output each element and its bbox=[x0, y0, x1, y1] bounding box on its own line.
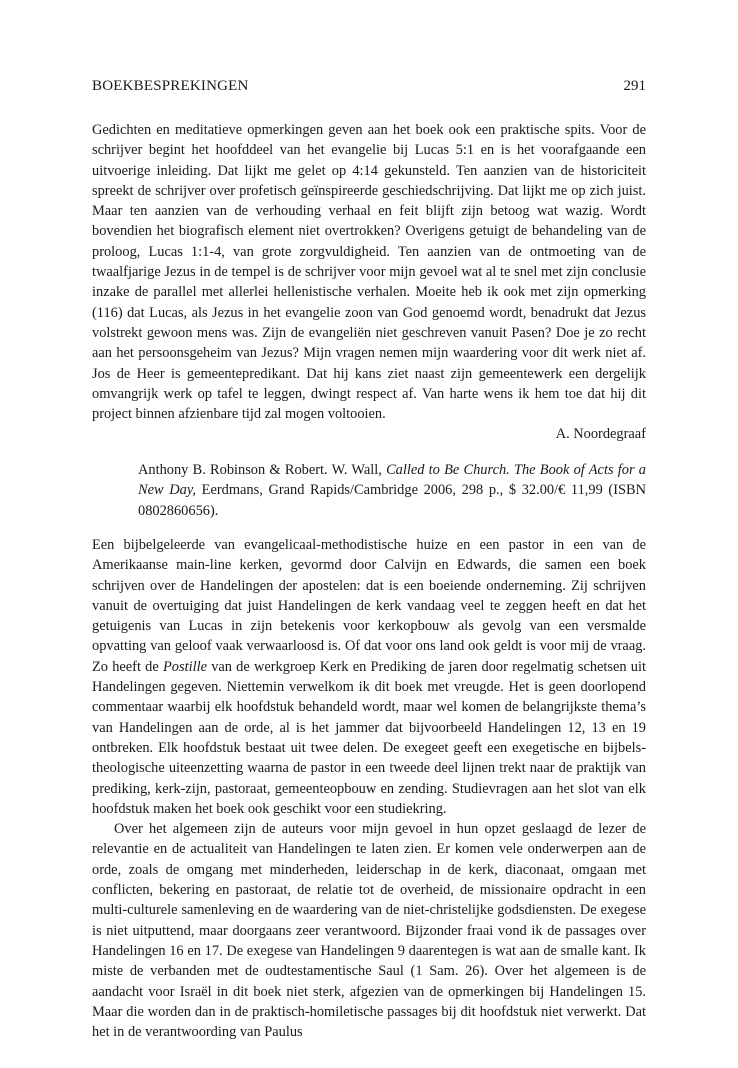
page-number: 291 bbox=[623, 78, 646, 94]
review-2-paragraph-1-part-b: van de werkgroep Kerk en Prediking de jaren door regelmatig schetsen uit Handelingen gegeven. Niettemin verwelkom ik dit boek met vreugde. Het is geen doorlopend commentaar waarbij elk hoofdstuk behandeld wordt, maar wel komen de belangrijkste thema’s van Handelingen aan de orde, al is het jammer dat bijvoorbeeld Handelingen 12, 13 en 19 ontbreken. Elk hoofdstuk bestaat uit twee delen. De exegeet geeft een exegetische en bijbels-theologische uiteenzetting waarna de pastor in een tweede deel lijnen trekt naar de praktijk van prediking, kerk-zijn, pastoraat, gemeenteopbouw en zending. Studievragen aan het slot van elk hoofdstuk maken het boek ook geschikt voor een studiekring. bbox=[92, 658, 647, 817]
review-2-paragraph-2: Over het algemeen zijn de auteurs voor mijn gevoel in hun opzet geslaagd de lezer de relevantie en de actualiteit van Handelingen te laten zien. Er komen vele onderwerpen aan de orde, zoals de omgang met minderheden, leiderschap in de kerk, diaconaat, omgaan met conflicten, bekering en pastoraat, de relatie tot de overheid, de missionaire opdracht in een multi-culturele samenleving en de waardering van de niet-christelijke godsdiensten. De exegese is niet uitputtend, maar doorgaans zeer verantwoord. Bijzonder fraai vond ik de passages over Handelingen 16 en 17. De exegese van Handelingen 9 daarentegen is wat aan de smalle kant. Ik miste de verbanden met de oudtestamentische Saul (1 Sam. 26). Over het algemeen is de aandacht voor Israël in dit boek niet sterk, afgezien van de opmerkingen bij Handelingen 15. Maar die worden dan in de praktisch-homiletische passages bij dit hoofdstuk niet verwerkt. Dat het in de verantwoording van Paulus bbox=[92, 821, 646, 1041]
citation-text bbox=[138, 460, 646, 521]
citation-title: Called to Be Church. The Book of Acts for a New Day, bbox=[138, 462, 646, 499]
review-2 bbox=[92, 535, 646, 1042]
review-2-paragraph-1-part-a: Een bijbelgeleerde van evangelicaal-methodistische huize en een pastor in een van de Amerikaanse main-line kerken, gevormd door Calvijn en Edwards, die samen een boek schrijven over de Handelingen der apostelen: dat is een boeiende onderneming. Zij schrijven vanuit de overtuiging dat juist Handelingen de kerk vandaag veel te zeggen heeft en dat het getuigenis van Lucas in zijn betekenis voor kerkopbouw als gevolg van een versmalde opvatting van geloof vaak verwaarloosd is. Of dat voor ons land ook geldt is voor mij de vraag. Zo heeft de bbox=[92, 537, 646, 675]
review-2-paragraph-1 bbox=[92, 535, 646, 819]
review-1-paragraph: Gedichten en meditatieve opmerkingen geven aan het boek ook een praktische spits. Voor de schrijver begint het hoofddeel van het evangelie bij Lucas 5:1 en is het voorafgaande een uitvoerige inleiding. Dat lijkt me gelet op 4:14 gekunsteld. Ten aanzien van de historiciteit spreekt de schrijver over profetisch geïnspireerde geschiedschrijving. Dat lijkt me op zich juist. Maar ten aanzien van de verhouding verhaal en feit blijft zijn betoog wat wazig. Wordt bovendien het biografisch element niet overtrokken? Overigens getuigt de behandeling van de proloog, Lucas 1:1-4, van grote zorgvuldigheid. Ten aanzien van de ontmoeting van de twaalfjarige Jezus in de tempel is de schrijver voor mijn gevoel wat al te snel met zijn conclusie inzake de parallel met allerlei hellenistische verhalen. Moeite heb ik ook met zijn opmerking (116) dat Lucas, als Jezus in het evangelie zoon van God genoemd wordt, benadrukt dat Jezus volstrekt gewoon mens was. Zijn de evangeliën niet geschreven vanuit Pasen? Doe je zo recht aan het persoonsgeheim van Jezus? Mijn vragen nemen mijn waardering voor dit werk niet af. Jos de Heer is gemeentepredikant. Dat hij kans ziet naast zijn gemeentewerk een dergelijk omvangrijk werk op tafel te leggen, dwingt respect af. Van harte wens ik hem toe dat hij dit project binnen afzienbare tijd zal mogen voltooien. bbox=[92, 122, 646, 423]
running-title: BOEKBESPREKINGEN bbox=[92, 78, 249, 94]
citation-authors: Anthony B. Robinson & Robert. W. Wall, bbox=[138, 462, 387, 478]
page-header bbox=[92, 78, 646, 98]
review-1 bbox=[92, 120, 646, 445]
citation-details: Eerdmans, Grand Rapids/Cambridge 2006, 298 p., $ 32.00/€ 11,99 (ISBN 0802860656). bbox=[138, 482, 646, 519]
reviewer-signature: A. Noordegraaf bbox=[555, 426, 646, 443]
book-citation bbox=[138, 460, 646, 521]
postille-title: Postille bbox=[163, 658, 207, 675]
